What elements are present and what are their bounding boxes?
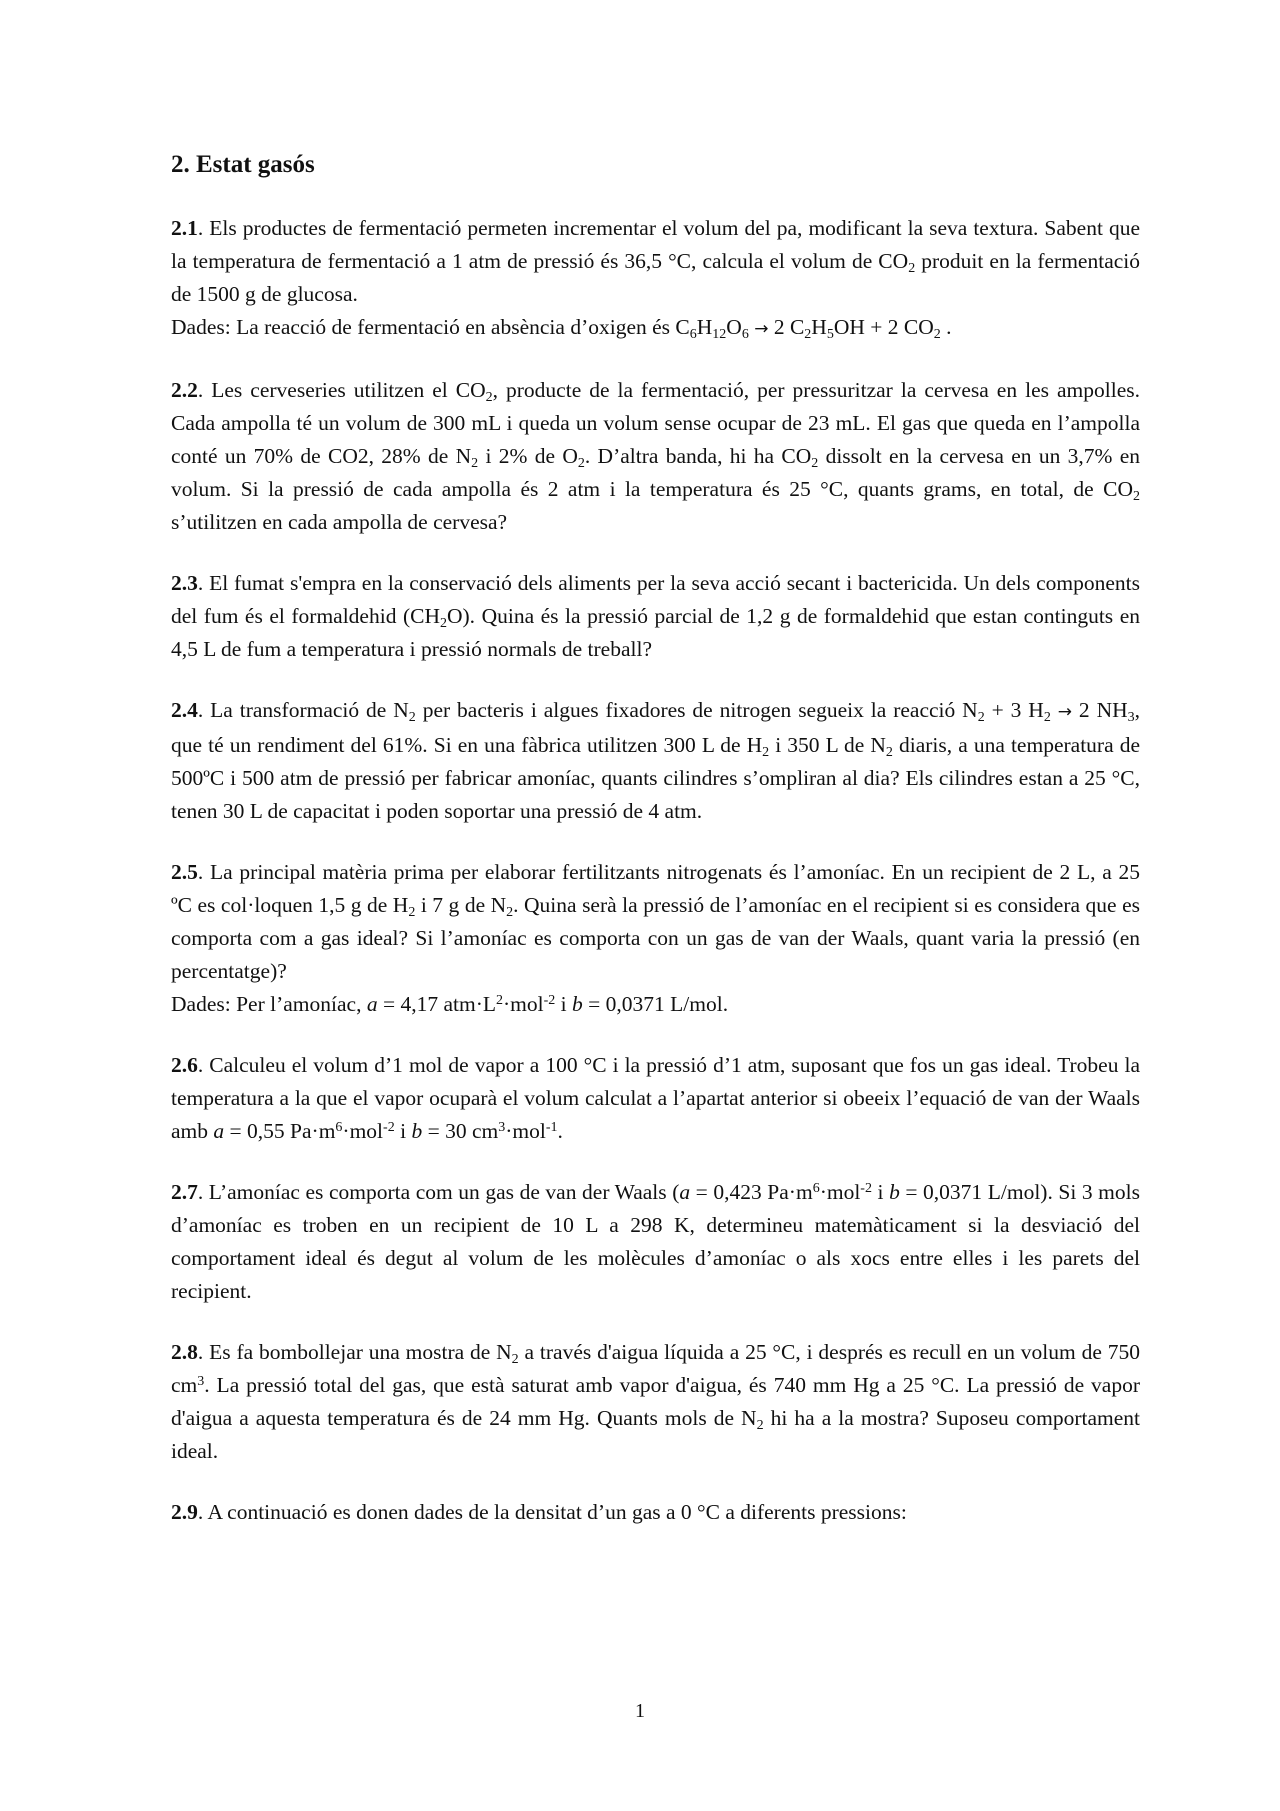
problem-number: 2.7 (171, 1180, 198, 1204)
problem-2-6 (171, 1049, 1140, 1148)
problem-text: 2.5. La principal matèria prima per elaborar fertilitzants nitrogenats és l’amoníac. En un recipient de 2 L, a 25 ºC es col·loquen 1,5 g de $H_2$ i 7 g de $N_2$. Quina serà la pressió de l’amoníac en el recipient si es considera que es comporta com a gas ideal? Si l’amoníac es comporta con un gas de van der Waals, quant varia la pressió (en percentatge)? (171, 860, 1140, 983)
problem-number: 2.9 (171, 1500, 198, 1524)
problem-2-8 (171, 1336, 1140, 1468)
problem-2-4 (171, 694, 1140, 828)
problem-2-2 (171, 374, 1140, 539)
document-content (171, 148, 1140, 1557)
problem-number: 2.1 (171, 216, 198, 240)
section-title: 2. Estat gasós (171, 151, 315, 178)
problem-number: 2.4 (171, 698, 198, 722)
problem-2-5 (171, 856, 1140, 1021)
problem-text: 2.4. La transformació de $N_2$ per bacteris i algues fixadores de nitrogen segueix la reacció $N_2 + 3$ $H_2 \to 2$ $NH_3$, que té un rendiment del 61%. Si en una fàbrica utilitzen 300 L de $H_2$ i 350 L de $N_2$ diaris, a una temperatura de 500ºC i 500 atm de pressió per fabricar amoníac, quants cilindres s’ompliran al dia? Els cilindres estan a 25 °C, tenen 30 L de capacitat i poden soportar una pressió de 4 atm. (171, 698, 1141, 823)
problem-2-9 (171, 1496, 1140, 1529)
problem-text: 2.1. Els productes de fermentació permeten incrementar el volum del pa, modificant la seva textura. Sabent que la temperatura de fermentació a 1 atm de pressió és 36,5 °C, calcula el volum de $CO_2$ produit en la fermentació de 1500 g de glucosa. (171, 216, 1141, 306)
problem-text: 2.9. A continuació es donen dades de la densitat d’un gas a 0 °C a diferents pressions: (171, 1500, 907, 1524)
page-number: 1 (635, 1700, 645, 1722)
problem-data: Dades: Per l’amoníac, a = 4,17 $atm\cdot L^2\cdot mol^{-2}$ i b = 0,0371 L/mol. (171, 992, 729, 1016)
problem-text: 2.2. Les cerveseries utilitzen el $CO_2$, producte de la fermentació, per pressuritzar la cervesa en les ampolles. Cada ampolla té un volum de 300 mL i queda un volum sense ocupar de 23 mL. El gas que queda en l’ampolla conté un 70% de CO2, 28% de $N_2$ i 2% de $O_2$. D’altra banda, hi ha $CO_2$ dissolt en la cervesa en un 3,7% en volum. Si la pressió de cada ampolla és 2 atm i la temperatura és 25 °C, quants grams, en total, de $CO_2$ s’utilitzen en cada ampolla de cervesa? (171, 378, 1141, 534)
problem-2-3 (171, 567, 1140, 666)
problem-2-1 (171, 212, 1140, 346)
problem-text: 2.8. Es fa bombollejar una mostra de $N_2$ a través d'aigua líquida a 25 °C, i després es recull en un volum de 750 $cm^3$. La pressió total del gas, que està saturat amb vapor d'aigua, és 740 mm Hg a 25 °C. La pressió de vapor d'aigua a aquesta temperatura és de 24 mm Hg. Quants mols de $N_2$ hi ha a la mostra? Suposeu comportament ideal. (171, 1340, 1141, 1463)
problem-number: 2.5 (171, 860, 198, 884)
problem-number: 2.3 (171, 571, 198, 595)
problem-text: 2.7. L’amoníac es comporta com un gas de van der Waals (a = 0,423 $Pa\cdot m^6\cdot mol^{-2}$ i b = 0,0371 L/mol). Si 3 mols d’amoníac es troben en un recipient de 10 L a 298 K, determineu matemàticament si la desviació del comportament ideal és degut al volum de les molècules d’amoníac o als xocs entre elles i les parets del recipient. (171, 1180, 1140, 1303)
problem-number: 2.2 (171, 378, 198, 402)
problem-data: Dades: La reacció de fermentació en absència d’oxigen és $C_6H_{12}O_6 \to 2$ $C_2H_5OH + 2$ $CO_2$ . (171, 315, 952, 342)
problem-2-7 (171, 1176, 1140, 1308)
problem-text: 2.6. Calculeu el volum d’1 mol de vapor a 100 °C i la pressió d’1 atm, suposant que fos un gas ideal. Trobeu la temperatura a la que el vapor ocuparà el volum calculat a l’apartat anterior si obeeix l’equació de van der Waals amb a = 0,55 $Pa\cdot m^6\cdot mol^{-2}$ i b = 30 $cm^3\cdot mol^{-1}$. (171, 1053, 1140, 1143)
problem-number: 2.6 (171, 1053, 198, 1077)
reaction-arrow-icon: → (754, 319, 769, 339)
reaction-arrow-icon: → (1057, 702, 1073, 722)
problem-number: 2.8 (171, 1340, 198, 1364)
problem-text: 2.3. El fumat s'empra en la conservació dels aliments per la seva acció secant i bactericida. Un dels components del fum és el formaldehid $(CH_2O)$. Quina és la pressió parcial de 1,2 g de formaldehid que estan continguts en 4,5 L de fum a temperatura i pressió normals de treball? (171, 571, 1140, 661)
